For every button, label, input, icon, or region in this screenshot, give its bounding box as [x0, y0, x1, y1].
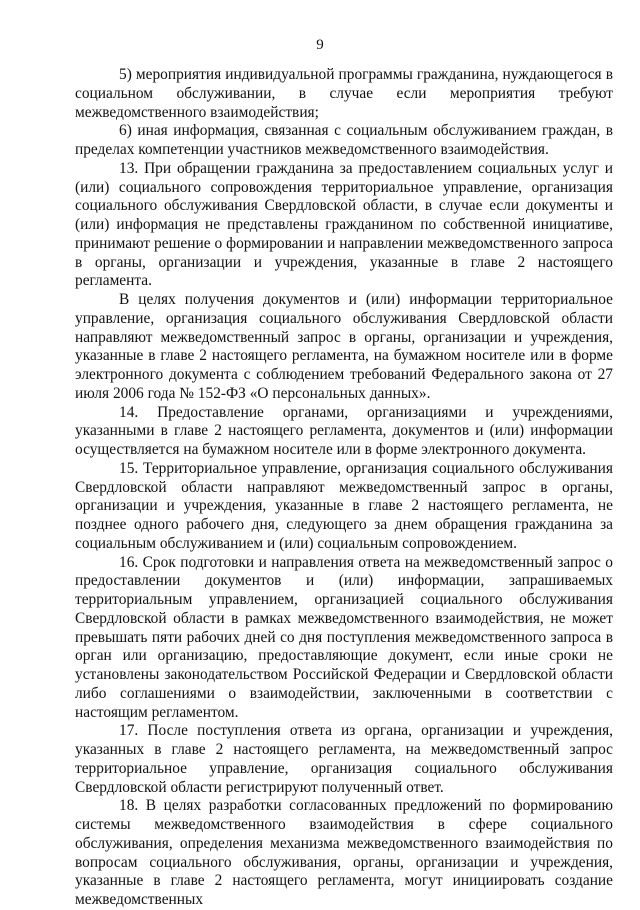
- page-number: 9: [316, 37, 324, 53]
- paragraph-clause-13: 13. При обращении гражданина за предоставлением социальных услуг и (или) социального сопровождения территориальное управление, организация социального обслуживания Свердловской области, в случае если документы и (или) информация не представлены гражданином по собственной инициативе, принимают решение о формировании и направлении межведомственного запроса в органы, организации и учреждения, указанные в главе 2 настоящего регламента.: [75, 159, 613, 290]
- document-body: [75, 66, 613, 910]
- paragraph-clause-13-continued: В целях получения документов и (или) информации территориальное управление, организация социального обслуживания Свердловской области направляют межведомственный запрос в органы, организации и учреждения, указанные в главе 2 настоящего регламента, на бумажном носителе или в форме электронного документа с соблюдением требований Федерального закона от 27 июля 2006 года № 152-ФЗ «О персональных данных».: [75, 291, 613, 402]
- paragraph-clause-15: 15. Территориальное управление, организация социального обслуживания Свердловской области направляют межведомственный запрос в органы, организации и учреждения, указанные в главе 2 настоящего регламента, не позднее одного рабочего дня, следующего за днем обращения гражданина за социальным обслуживанием и (или) социальным сопровождением.: [75, 459, 613, 552]
- paragraph-clause-18: 18. В целях разработки согласованных предложений по формированию системы межведомственного взаимодействия в сфере социального обслуживания, определения механизма межведомственного взаимодействия по вопросам социального обслуживания, органы, организации и учреждения, указанные в главе 2 настоящего регламента, могут инициировать создание межведомственных: [75, 797, 613, 908]
- paragraph-clause-17: 17. После поступления ответа из органа, организации и учреждения, указанных в главе 2 настоящего регламента, на межведомственный запрос территориальное управление, организация социального обслуживания Свердловской области регистрируют полученный ответ.: [75, 722, 613, 796]
- paragraph-clause-16: 16. Срок подготовки и направления ответа на межведомственный запрос о предоставлении документов и (или) информации, запрашиваемых территориальным управлением, организацией социального обслуживания Свердловской области в рамках межведомственного взаимодействия, не может превышать пяти рабочих дней со дня поступления межведомственного запроса в орган или организацию, предоставляющие документ, если иные сроки не установлены законодательством Российской Федерации и Свердловской области либо соглашениями о взаимодействии, заключенными в соответствии с настоящим регламентом.: [75, 553, 613, 721]
- paragraph-item-5: 5) мероприятия индивидуальной программы гражданина, нуждающегося в социальном обслуживании, в случае если мероприятия требуют межведомственного взаимодействия;: [75, 66, 613, 121]
- paragraph-item-6: 6) иная информация, связанная с социальным обслуживанием граждан, в пределах компетенции участников межведомственного взаимодействия.: [75, 122, 613, 158]
- paragraph-clause-14: 14. Предоставление органами, организациями и учреждениями, указанными в главе 2 настоящего регламента, документов и (или) информации осуществляется на бумажном носителе или в форме электронного документа.: [75, 403, 613, 458]
